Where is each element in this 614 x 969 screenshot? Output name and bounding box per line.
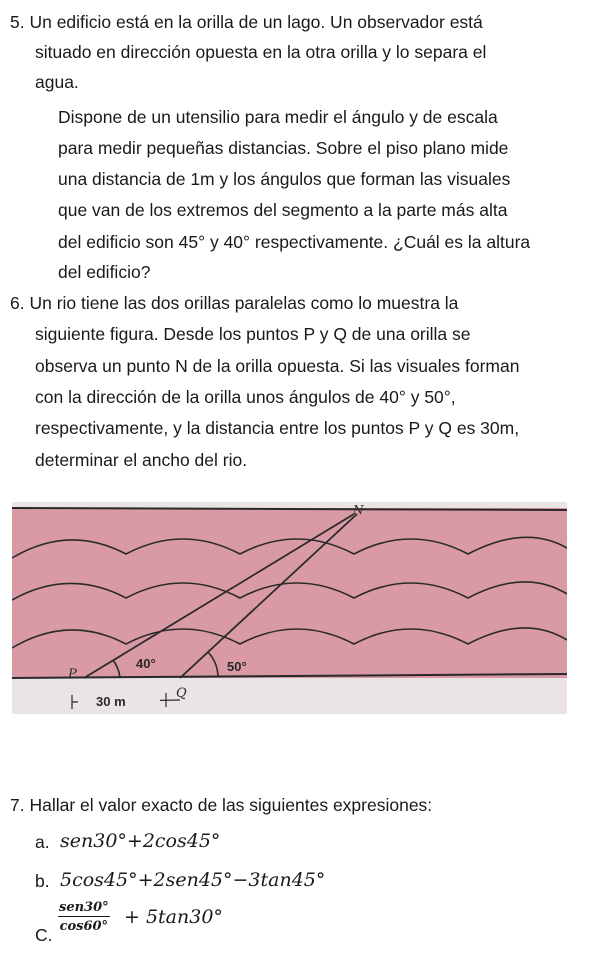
problem-5-line: agua.: [35, 72, 79, 92]
label-n: N: [353, 503, 364, 517]
angle-label-p: 40°: [136, 656, 156, 671]
problem-5-line: situado en dirección opuesta en la otra orilla y lo separa el: [35, 42, 487, 62]
problem-6-line: con la dirección de la orilla unos ángulos de 40° y 50°,: [35, 387, 456, 407]
item-c-label: C.: [35, 925, 53, 945]
problem-5-line: del edificio son 45° y 40° respectivamente. ¿Cuál es la altura: [58, 232, 531, 252]
item-a-label: a.: [35, 832, 50, 852]
problem-6-line: siguiente figura. Desde los puntos P y Q de una orilla se: [35, 324, 471, 344]
distance-label: 30 m: [96, 694, 126, 709]
river-diagram: [12, 502, 567, 714]
problem-6-line: 6. Un rio tiene las dos orillas paralelas como lo muestra la: [10, 293, 459, 313]
problem-5-line: 5. Un edificio está en la orilla de un lago. Un observador está: [10, 12, 483, 32]
item-b-expression: 5cos45°+2sen45°−3tan45°: [60, 869, 326, 891]
problem-5-line: que van de los extremos del segmento a la parte más alta: [58, 200, 508, 220]
item-a-expression: sen30°+2cos45°: [60, 830, 221, 852]
problem-5-line: Dispone de un utensilio para medir el ángulo y de escala: [58, 107, 498, 127]
problem-5-line: para medir pequeñas distancias. Sobre el piso plano mide: [58, 138, 509, 158]
river-figure: [12, 502, 567, 714]
fraction-denominator: cos60°: [59, 919, 109, 934]
label-q: Q: [176, 686, 187, 701]
problem-6-line: determinar el ancho del rio.: [35, 450, 248, 470]
item-c-fraction: [58, 900, 110, 934]
problem-5-line: del edificio?: [58, 262, 151, 282]
label-p: P: [68, 667, 77, 682]
problem-6-line: respectivamente, y la distancia entre los puntos P y Q es 30m,: [35, 418, 520, 438]
problem-5-line: una distancia de 1m y los ángulos que forman las visuales: [58, 169, 511, 189]
fraction-numerator: sen30°: [59, 900, 109, 915]
item-c-expression: + 5tan30°: [124, 906, 223, 928]
problem-7-title: 7. Hallar el valor exacto de las siguientes expresiones:: [10, 795, 433, 815]
far-bank: [12, 502, 567, 508]
angle-label-q: 50°: [227, 659, 247, 674]
item-b-label: b.: [35, 871, 50, 891]
problem-6-line: observa un punto N de la orilla opuesta. Si las visuales forman: [35, 356, 520, 376]
